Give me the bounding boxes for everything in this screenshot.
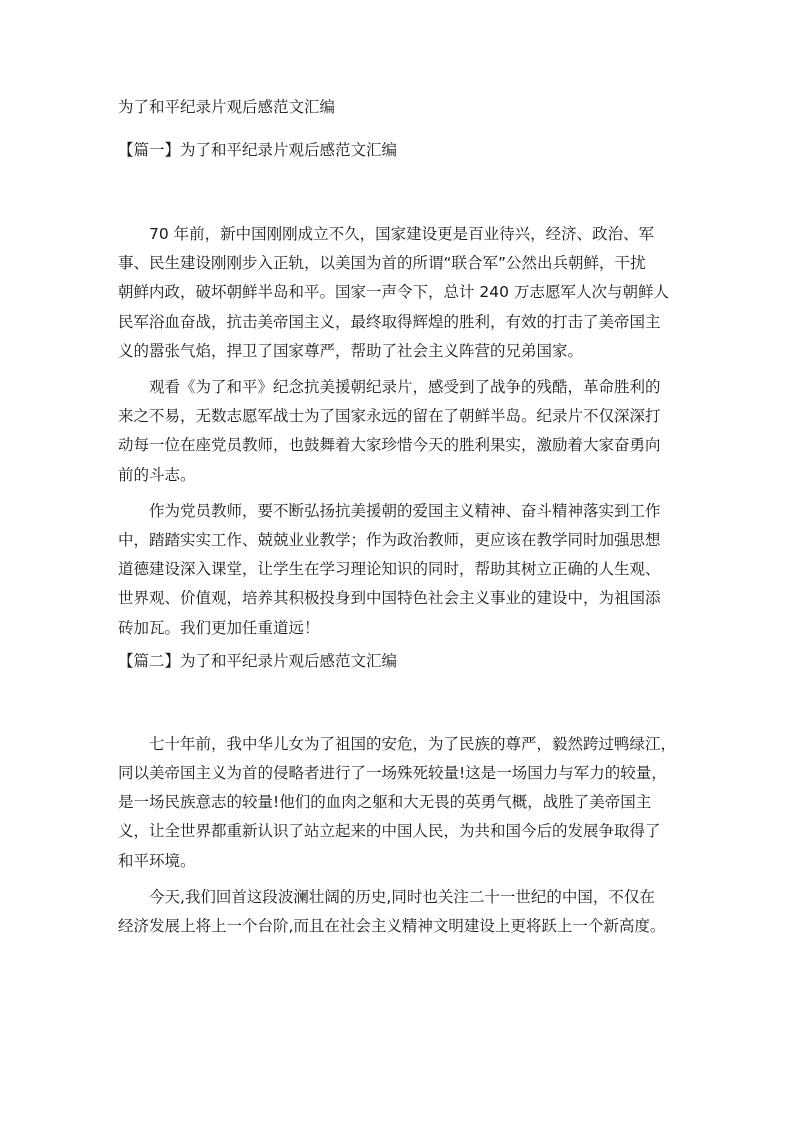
paragraph-line: 观看《为了和平》纪念抗美援朝纪录片，感受到了战争的残酷，革命胜利的 [149, 378, 661, 397]
paragraph-line: 七十年前，我中华儿女为了祖国的安危，为了民族的尊严，毅然跨过鸭绿江， [149, 734, 677, 753]
paragraph-line: 砖加瓦。我们更加任重道远！ [118, 618, 320, 637]
paragraph-1-3 [118, 497, 684, 643]
section-heading-1: 【篇一】为了和平纪录片观后感范文汇编 [118, 141, 398, 159]
paragraph-line: 民军浴血奋战，抗击美帝国主义，最终取得辉煌的胜利，有效的打击了美帝国主 [118, 312, 661, 331]
paragraph-line: 朝鲜内政，破坏朝鲜半岛和平。国家一声令下，总计 240 万志愿军人次与朝鲜人 [118, 283, 669, 302]
section-heading-2: 【篇二】为了和平纪录片观后感范文汇编 [118, 651, 398, 670]
paragraph-1-1 [118, 220, 684, 366]
paragraph-line: 作为党员教师，要不断弘扬抗美援朝的爱国主义精神、奋斗精神落实到工作 [149, 501, 661, 520]
paragraph-1-2 [118, 373, 684, 490]
paragraph-line: 道德建设深入课堂，让学生在学习理论知识的同时，帮助其树立正确的人生观、 [118, 560, 661, 579]
spacer [118, 161, 684, 220]
paragraph-line: 事、民生建设刚刚步入正轨，以美国为首的所谓“联合军”公然出兵朝鲜，干扰 [118, 254, 646, 273]
paragraph-line: 来之不易，无数志愿军战士为了国家永远的留在了朝鲜半岛。纪录片不仅深深打 [118, 407, 661, 426]
document-body [118, 96, 684, 948]
paragraph-line: 动每一位在座党员教师，也鼓舞着大家珍惜今天的胜利果实，激励着大家奋勇向 [118, 436, 661, 455]
paragraph-line: 是一场民族意志的较量!他们的血肉之躯和大无畏的英勇气概，战胜了美帝国主 [118, 793, 652, 812]
paragraph-line: 同以美帝国主义为首的侵略者进行了一场殊死较量!这是一场国力与军力的较量， [118, 764, 667, 783]
paragraph-line: 世界观、价值观，培养其积极投身到中国特色社会主义事业的建设中，为祖国添 [118, 589, 661, 608]
paragraph-2-1 [118, 730, 684, 876]
paragraph-line: 义，让全世界都重新认识了站立起来的中国人民，为共和国今后的发展争取得了 [118, 822, 661, 841]
paragraph-line: 和平环境。 [118, 851, 196, 870]
spacer [118, 672, 684, 730]
paragraph-line: 70 年前，新中国刚刚成立不久，国家建设更是百业待兴，经济、政治、军 [149, 225, 655, 243]
document-title: 为了和平纪录片观后感范文汇编 [118, 98, 336, 116]
paragraph-line: 中，踏踏实实工作、兢兢业业教学；作为政治教师，更应该在教学同时加强思想 [118, 531, 661, 550]
paragraph-2-2 [118, 883, 684, 941]
paragraph-line: 经济发展上将上一个台阶,而且在社会主义精神文明建设上更将跃上一个新高度。 [118, 917, 666, 936]
paragraph-line: 前的斗志。 [118, 465, 196, 484]
paragraph-line: 义的嚣张气焰，捍卫了国家尊严，帮助了社会主义阵营的兄弟国家。 [118, 341, 584, 360]
paragraph-line: 今天,我们回首这段波澜壮阔的历史,同时也关注二十一世纪的中国，不仅在 [149, 887, 655, 906]
